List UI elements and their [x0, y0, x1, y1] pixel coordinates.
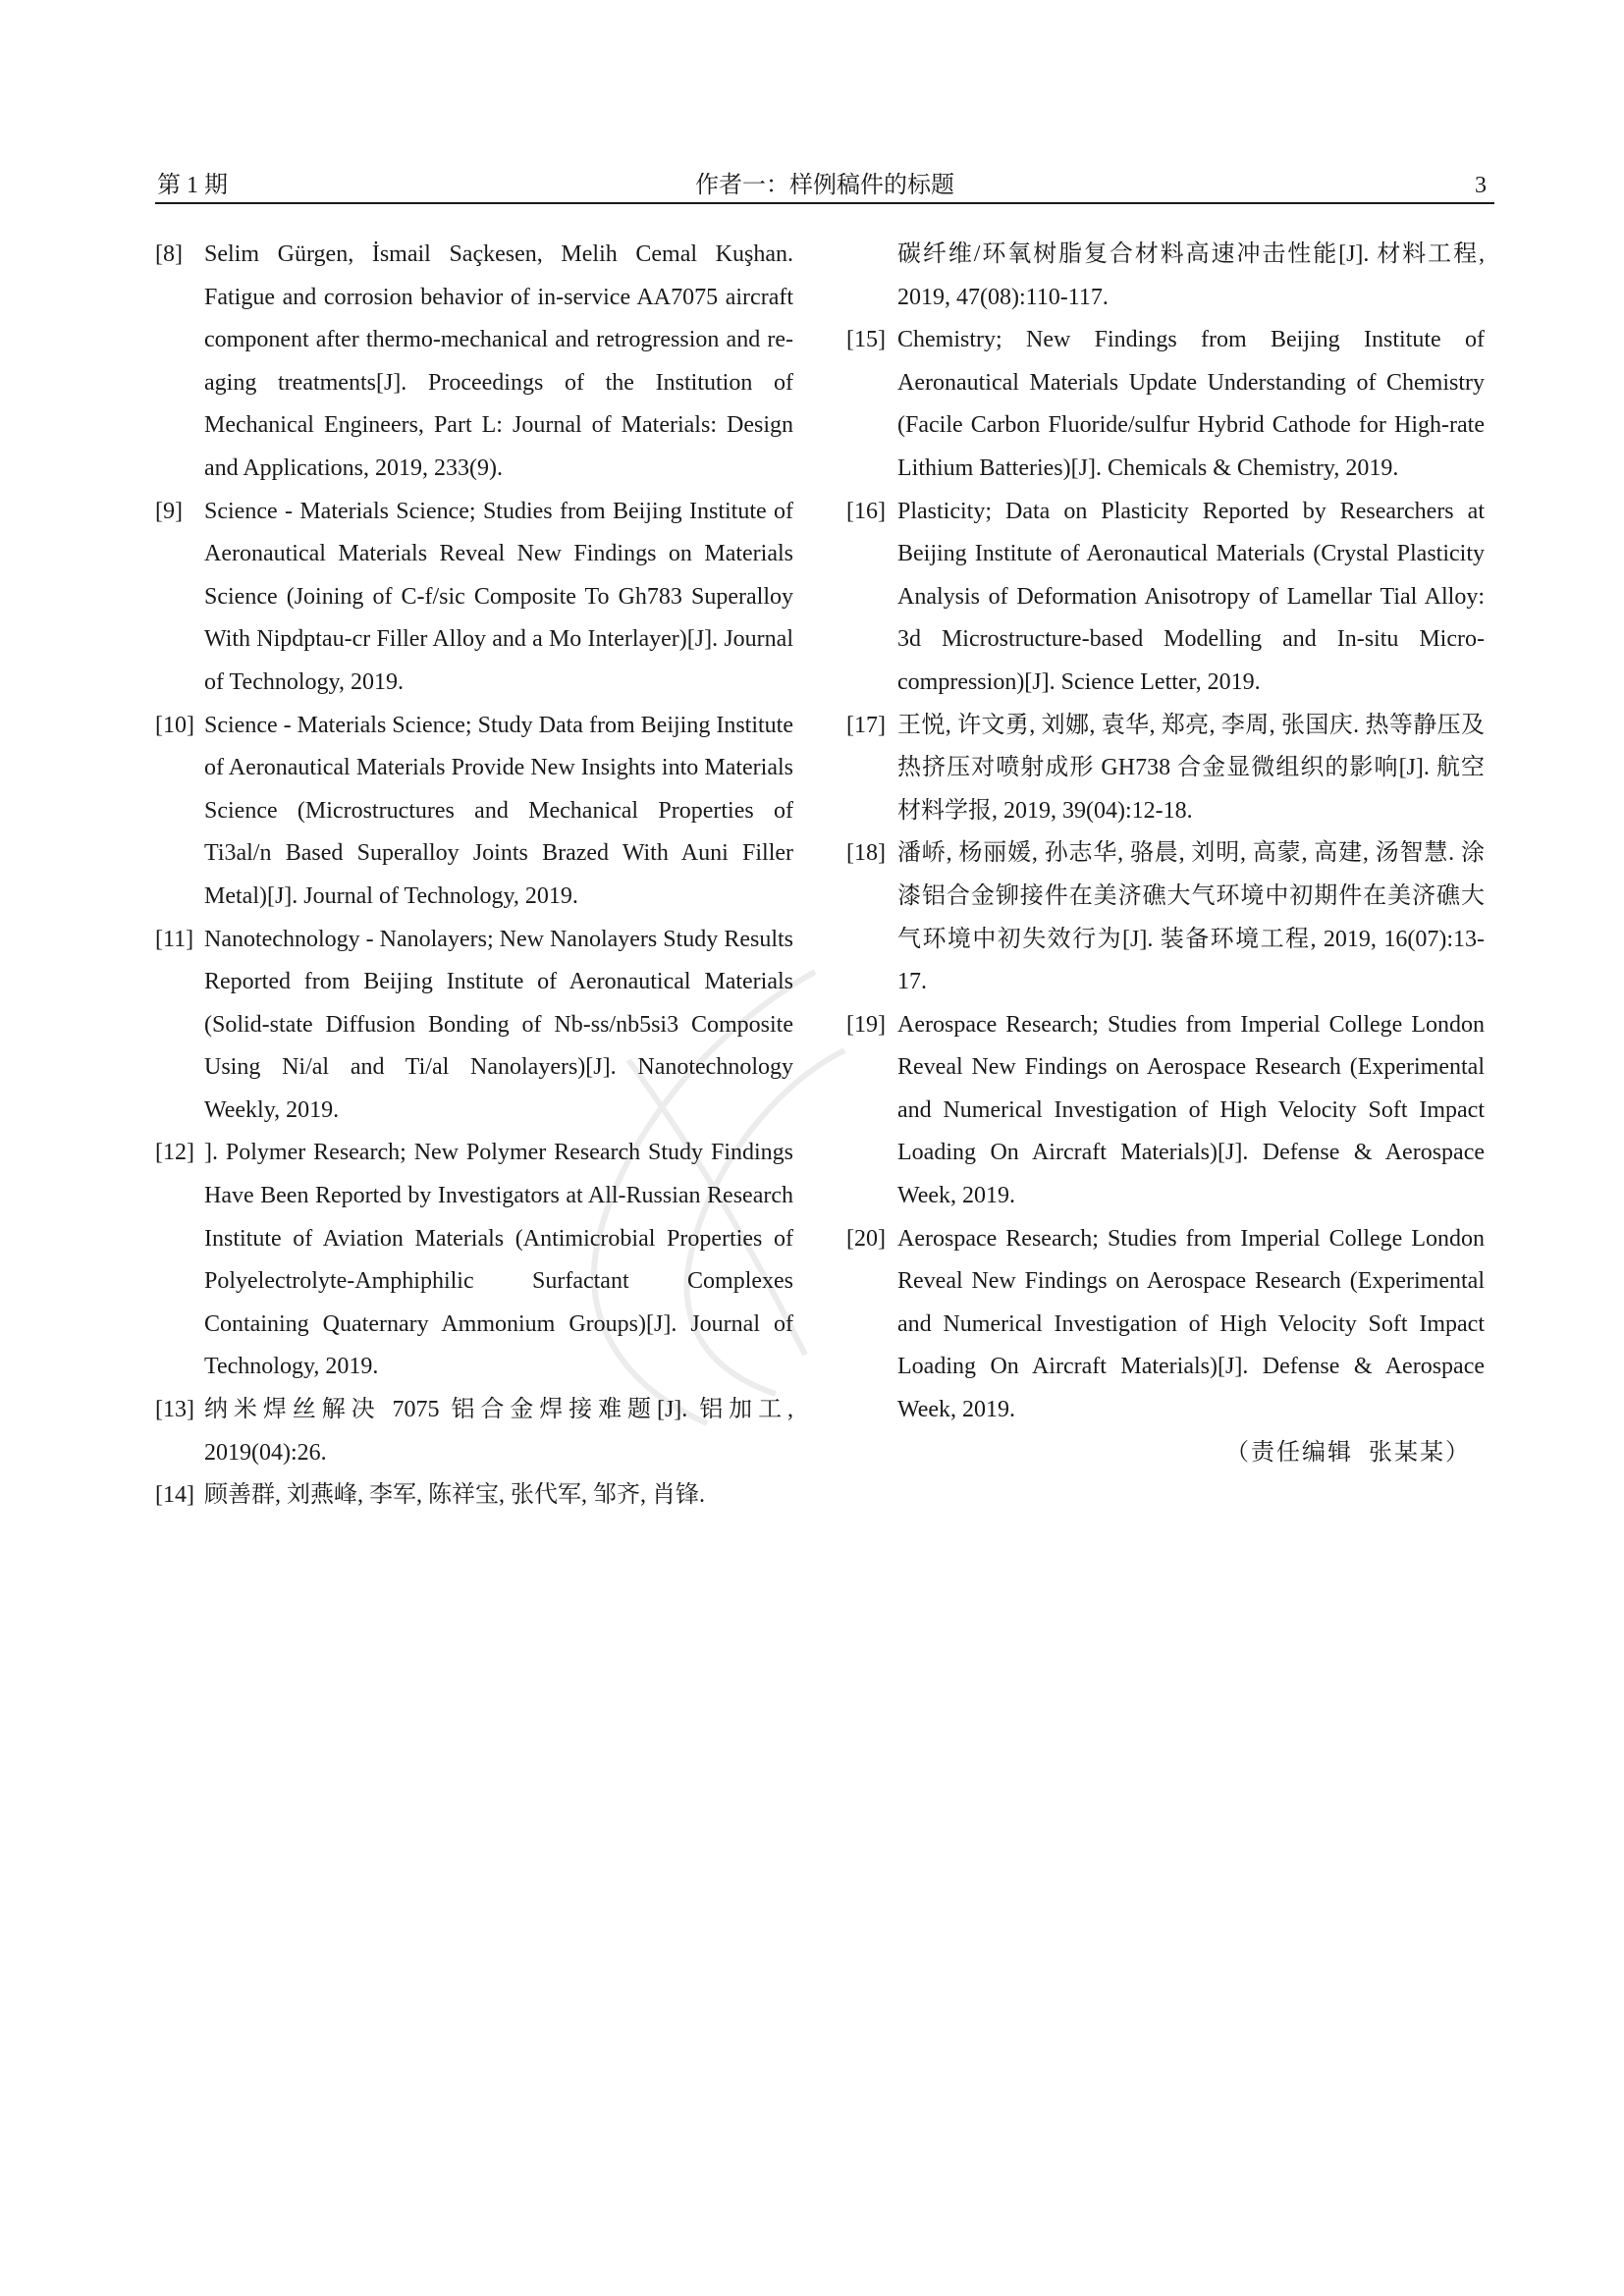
reference-text: 潘峤, 杨丽媛, 孙志华, 骆晨, 刘明, 高蒙, 高建, 汤智慧. 涂漆铝合金铆接件在美济礁大气环境中初期件在美济礁大气环境中初失效行为[J]. 装备环境工程, 2019, 16(07):13-17.	[897, 840, 1485, 995]
reference-number: [9]	[155, 498, 183, 524]
reference-number: [16]	[846, 498, 886, 524]
reference-number: [20]	[846, 1225, 886, 1252]
reference-item	[155, 705, 793, 919]
editor-note: （责任编辑 张某某）	[1225, 1439, 1471, 1466]
article-title: 作者一：样例稿件的标题	[695, 173, 954, 198]
reference-item	[155, 1474, 793, 1518]
reference-text: Nanotechnology - Nanolayers; New Nanolayers Study Results Reported from Beijing Institute of Aeronautical Materials (Solid-state Diffusion Bonding of Nb-ss/nb5si3 Composite Using Ni/al and Ti/al Nanolayers)[J]. Nanotechnology Weekly, 2019.	[204, 926, 793, 1123]
reference-text: 王悦, 许文勇, 刘娜, 袁华, 郑亮, 李周, 张国庆. 热等静压及热挤压对喷射成形 GH738 合金显微组织的影响[J]. 航空材料学报, 2019, 39(04):12-18.	[897, 712, 1485, 824]
reference-number: [19]	[846, 1011, 886, 1038]
reference-item	[846, 1218, 1485, 1432]
reference-text: Plasticity; Data on Plasticity Reported by Researchers at Beijing Institute of Aeronautical Materials (Crystal Plasticity Analysis of Deformation Anisotropy of Lamellar Tial Alloy: 3d Microstructure-based Modelling and In-situ Micro-compression)[J]. Science Letter, 2019.	[897, 498, 1485, 695]
reference-number: [12]	[155, 1140, 194, 1166]
issue-label: 第 1 期	[157, 173, 228, 198]
reference-item	[846, 705, 1485, 833]
reference-text: 纳米焊丝解决 7075 铝合金焊接难题[J]. 铝加工, 2019(04):26.	[204, 1397, 793, 1466]
reference-item	[846, 319, 1485, 490]
reference-item	[155, 919, 793, 1133]
reference-item	[846, 1004, 1485, 1218]
reference-text: Selim Gürgen, İsmail Saçkesen, Melih Cemal Kuşhan. Fatigue and corrosion behavior of in-service AA7075 aircraft component after thermo-mechanical and retrogression and re-aging treatments[J]. Proceedings of the Institution of Mechanical Engineers, Part L: Journal of Materials: Design and Applications, 2019, 233(9).	[204, 241, 793, 481]
reference-item	[155, 491, 793, 705]
reference-number: [13]	[155, 1397, 194, 1423]
reference-item	[155, 1132, 793, 1389]
running-header	[155, 169, 1494, 204]
reference-text: ]. Polymer Research; New Polymer Research Study Findings Have Been Reported by Investigators at All-Russian Research Institute of Aviation Materials (Antimicrobial Properties of Polyelectrolyte-Amphiphilic Surfactant Complexes Containing Quaternary Ammonium Groups)[J]. Journal of Technology, 2019.	[204, 1140, 793, 1380]
reference-item	[846, 491, 1485, 705]
reference-number: [14]	[155, 1482, 194, 1509]
reference-item	[155, 1389, 793, 1474]
reference-number: [15]	[846, 327, 886, 353]
reference-text: Science - Materials Science; Studies from Beijing Institute of Aeronautical Materials Reveal New Findings on Materials Science (Joining of C-f/sic Composite To Gh783 Superalloy With Nipdptau-cr Filler Alloy and a Mo Interlayer)[J]. Journal of Technology, 2019.	[204, 498, 793, 695]
reference-text: Aerospace Research; Studies from Imperial College London Reveal New Findings on Aerospace Research (Experimental and Numerical Investigation of High Velocity Soft Impact Loading On Aircraft Materials)[J]. Defense & Aerospace Week, 2019.	[897, 1225, 1485, 1423]
references-right-column	[846, 234, 1485, 1474]
reference-number: [11]	[155, 926, 194, 952]
page-number: 3	[1475, 173, 1487, 198]
reference-continuation: 碳纤维/环氧树脂复合材料高速冲击性能[J]. 材料工程, 2019, 47(08):110-117.	[897, 241, 1485, 310]
reference-number: [10]	[155, 712, 194, 738]
references-left-column	[155, 234, 793, 1518]
reference-text: Chemistry; New Findings from Beijing Institute of Aeronautical Materials Update Understanding of Chemistry (Facile Carbon Fluoride/sulfur Hybrid Cathode for High-rate Lithium Batteries)[J]. Chemicals & Chemistry, 2019.	[897, 327, 1485, 481]
reference-number: [17]	[846, 712, 886, 738]
reference-item	[846, 832, 1485, 1003]
reference-item	[155, 234, 793, 491]
reference-text: Science - Materials Science; Study Data from Beijing Institute of Aeronautical Materials Provide New Insights into Materials Science (Microstructures and Mechanical Properties of Ti3al/n Based Superalloy Joints Brazed With Auni Filler Metal)[J]. Journal of Technology, 2019.	[204, 712, 793, 909]
reference-number: [18]	[846, 840, 886, 867]
reference-text: Aerospace Research; Studies from Imperial College London Reveal New Findings on Aerospace Research (Experimental and Numerical Investigation of High Velocity Soft Impact Loading On Aircraft Materials)[J]. Defense & Aerospace Week, 2019.	[897, 1011, 1485, 1209]
reference-text: 顾善群, 刘燕峰, 李军, 陈祥宝, 张代军, 邹齐, 肖锋.	[204, 1482, 705, 1509]
reference-number: [8]	[155, 241, 183, 267]
